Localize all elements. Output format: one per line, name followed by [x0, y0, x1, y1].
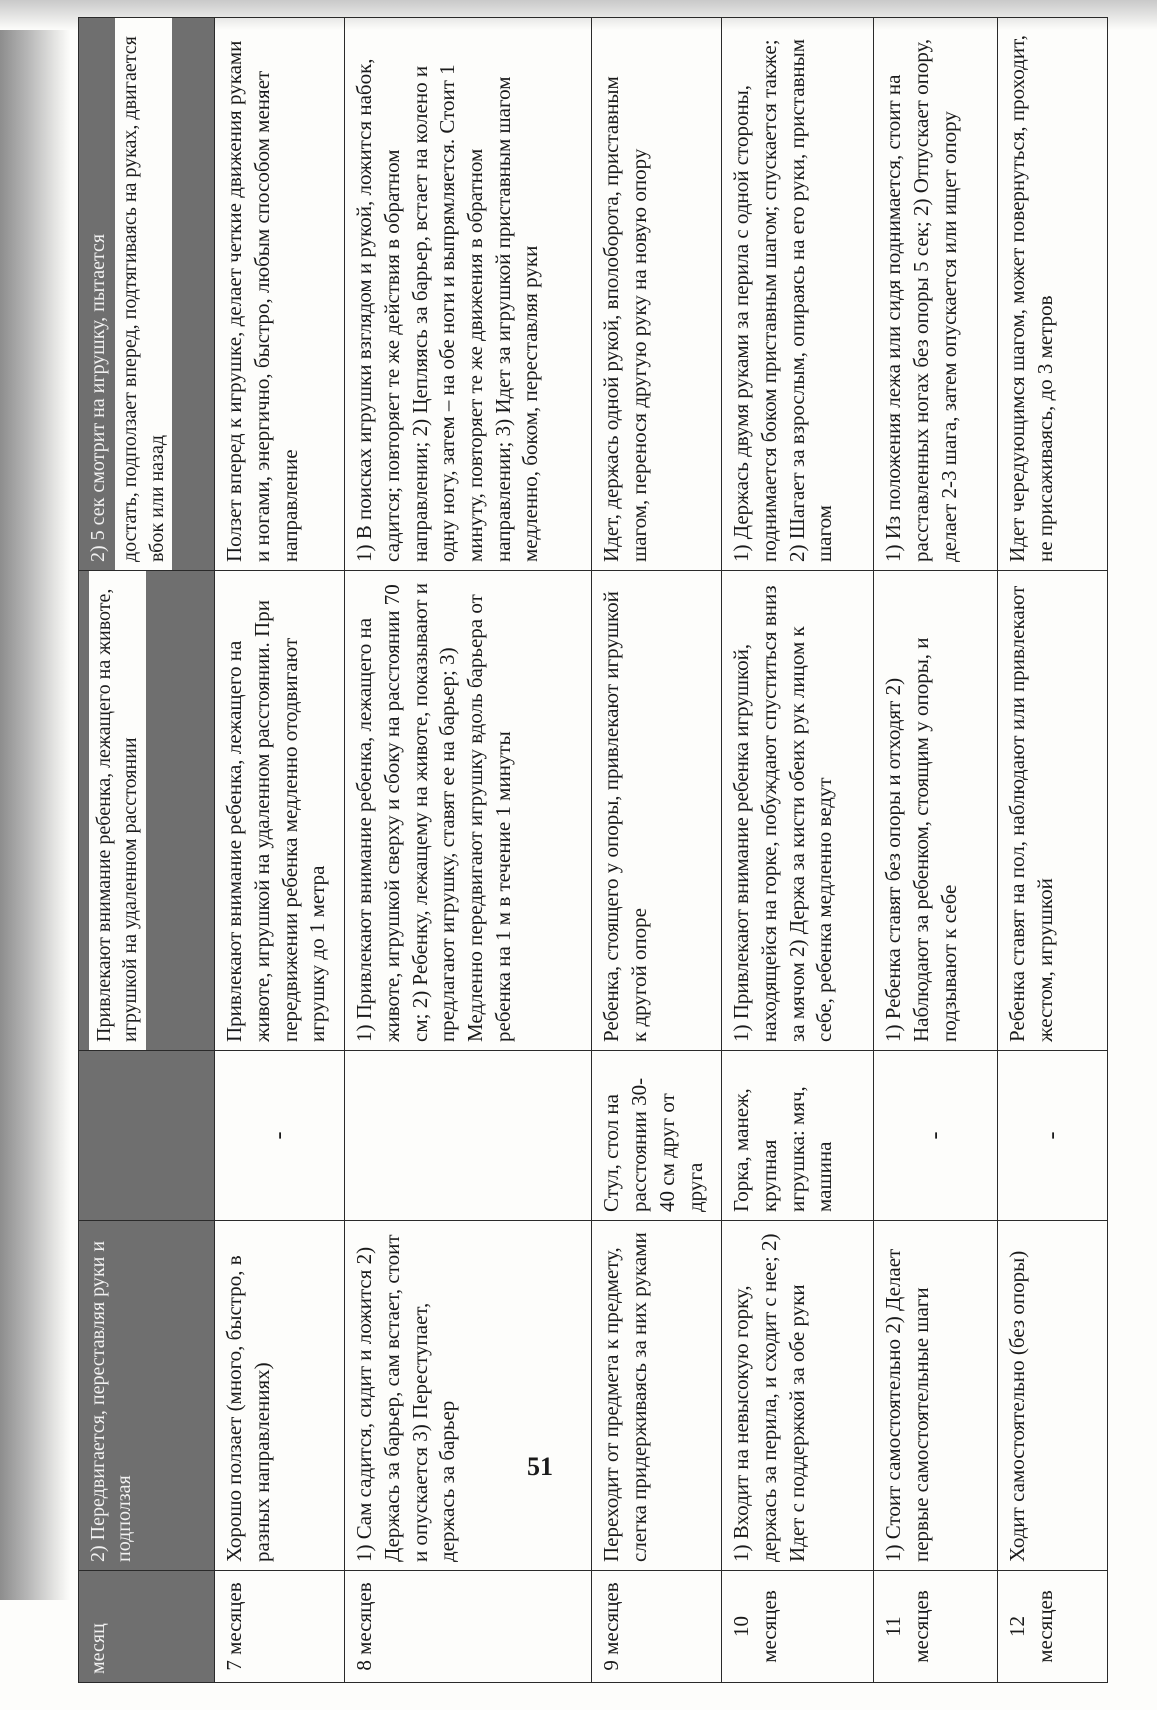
row-equipment: -: [997, 1051, 1107, 1221]
row-result: Идет, держась одной рукой, вполоборота, приставным шагом, перенося другую руку на новую опору: [592, 18, 722, 571]
table-row: [874, 18, 998, 1683]
row-method: 1) Привлекают внимание ребенка игрушкой, находящейся на горке, побуждают спуститься вниз за мячом 2) Держа за кисти обеих рук лицом к себе, ребенка медленно ведут: [722, 571, 874, 1051]
table-row: [997, 18, 1107, 1683]
row-method: 1) Ребенка ставят без опоры и отходят 2) Наблюдают за ребенком, стоящим у опоры, и подзывают к себе: [874, 571, 998, 1051]
row-result: 1) Из положения лежа или сидя поднимается, стоит на расставленных ногах без опоры 5 сек; 2) Отпускает опору, делает 2-3 шага, затем опускается или ищет опору: [874, 18, 998, 571]
rotated-table-region: [78, 18, 1120, 1710]
row-equipment: [345, 1051, 592, 1221]
table-row: [592, 18, 722, 1683]
table-header-row: [79, 18, 215, 1683]
row-age: 7 месяцев: [215, 1571, 345, 1683]
row-age: 11 месяцев: [874, 1571, 998, 1683]
row-skill: Ходит самостоятельно (без опоры): [997, 1221, 1107, 1571]
rotated-table: [78, 18, 1108, 1683]
header-skill: 2) Передвигается, переставляя руки и подползая: [79, 1221, 215, 1571]
row-result: 1) Держась двумя руками за перила с одной стороны, поднимается боком приставным шагом; спускается также; 2) Шагает за взрослым, опираясь на его руки, приставным шагом: [722, 18, 874, 571]
table-row: [215, 18, 345, 1683]
row-method: Ребенка, стоящего у опоры, привлекают игрушкой к другой опоре: [592, 571, 722, 1051]
row-result: Ползет вперед к игрушке, делает четкие движения руками и ногами, энергично, быстро, любым способом меняет направление: [215, 18, 345, 571]
page-number: 51: [527, 1452, 553, 1481]
row-age: 12 месяцев: [997, 1571, 1107, 1683]
table-row: [345, 18, 592, 1683]
row-equipment: Стул, стол на расстоянии 30-40 см друг от друга: [592, 1051, 722, 1221]
row-skill: Переходит от предмета к предмету, слегка придерживаясь за них руками: [592, 1221, 722, 1571]
header-method: Привлекают внимание ребенка, лежащего на животе, игрушкой на удаленном расстоянии: [79, 571, 215, 1051]
scan-shadow: [0, 0, 70, 1600]
row-method: Привлекают внимание ребенка, лежащего на животе, игрушкой на удаленном расстоянии. При передвижении ребенка медленно отодвигают игрушку до 1 метра: [215, 571, 345, 1051]
row-equipment: Горка, манеж, крупная игрушка: мяч, машина: [722, 1051, 874, 1221]
row-equipment: -: [874, 1051, 998, 1221]
row-age: 8 месяцев: [345, 1571, 592, 1683]
header-result: 2) 5 сек смотрит на игрушку, пытается достать, подползает вперед, подтягиваясь на руках, двигается вбок или назад: [79, 18, 215, 571]
row-skill: 1) Входит на невысокую горку, держась за перила, и сходит с нее; 2) Идет с поддержкой за обе руки: [722, 1221, 874, 1571]
table-row: [722, 18, 874, 1683]
row-age: 9 месяцев: [592, 1571, 722, 1683]
row-result: 1) В поисках игрушки взглядом и рукой, ложится набок, садится; повторяет те же действия в обратном направлении; 2) Цепляясь за барьер, встает на колено и одну ногу, затем – на обе ноги и выпрямляется. Стоит 1 минуту, повторяет те же движения в обратном направлении; 3) Идет за игрушкой приставным шагом медленно, боком, переставляя руки: [345, 18, 592, 571]
row-skill: 1) Стоит самостоятельно 2) Делает первые самостоятельные шаги: [874, 1221, 998, 1571]
row-method: 1) Привлекают внимание ребенка, лежащего на животе, игрушкой сверху и сбоку на расстоянии 70 см; 2) Ребенку, лежащему на животе, показывают и предлагают игрушку, ставят ее на барьер; 3) Медленно передвигают игрушку вдоль барьера от ребенка на 1 м в течение 1 минуты: [345, 571, 592, 1051]
row-age: 10 месяцев: [722, 1571, 874, 1683]
row-skill: 1) Сам садится, сидит и ложится 2) Держась за барьер, сам встает, стоит и опускается 3) Переступает, держась за барьер: [345, 1221, 592, 1571]
row-result: Идет чередующимся шагом, может повернуться, проходит, не присаживаясь, до 3 метров: [997, 18, 1107, 571]
header-age: месяц: [79, 1571, 215, 1683]
row-method: Ребенка ставят на пол, наблюдают или привлекают жестом, игрушкой: [997, 571, 1107, 1051]
row-equipment: -: [215, 1051, 345, 1221]
header-equipment: [79, 1051, 215, 1221]
development-table: [78, 17, 1108, 1683]
row-skill: Хорошо ползает (много, быстро, в разных направлениях): [215, 1221, 345, 1571]
